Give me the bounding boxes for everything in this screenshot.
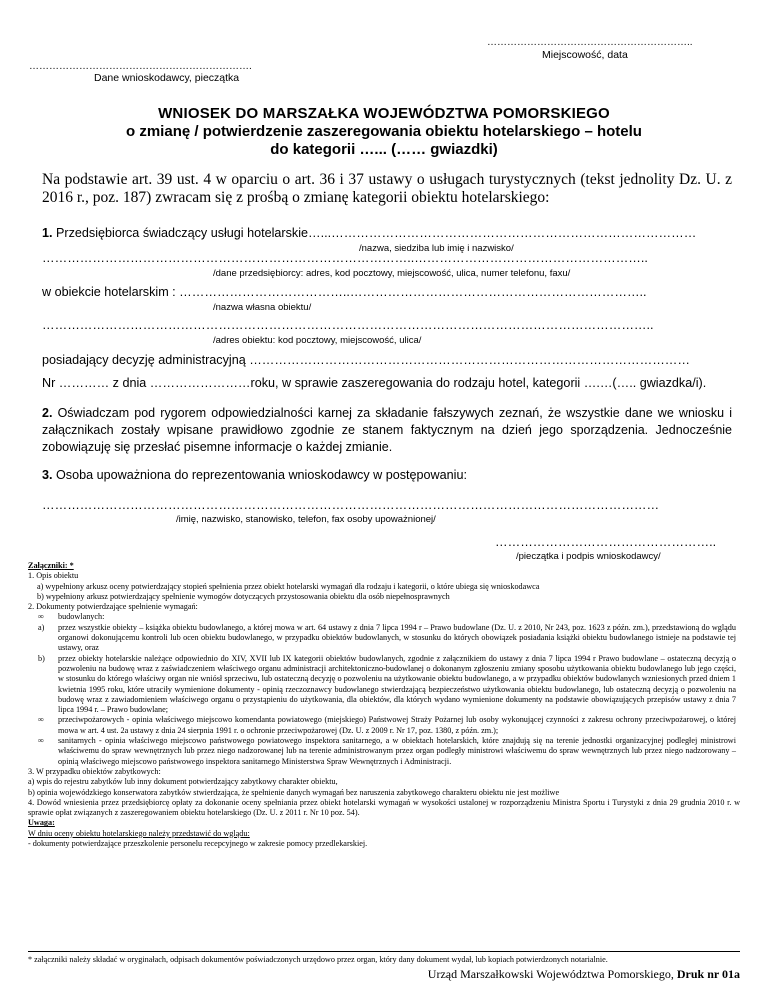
place-date-dots: …………………………………………………….. bbox=[487, 37, 693, 48]
applicant-label: Dane wnioskodawcy, pieczątka bbox=[94, 72, 240, 84]
decision-row: posiadający decyzję administracyjną …………………………………………………………………………………………… bbox=[42, 353, 690, 367]
declaration-paragraph bbox=[42, 405, 732, 456]
signature-label: /pieczątka i podpis wnioskodawcy/ bbox=[516, 551, 661, 562]
requirement-item bbox=[28, 736, 740, 767]
dots-authorized-person: ………………………………………………………………………………………………………………………………… bbox=[42, 498, 660, 512]
attachment-item: 2. Dokumenty potwierdzające spełnienie wymagań: bbox=[28, 602, 198, 612]
requirement-item bbox=[28, 654, 740, 716]
attachment-item: 1. Opis obiektu bbox=[28, 571, 79, 581]
requirement-text: przeciwpożarowych - opinia właściwego miejscowo komendanta powiatowego (miejskiego) Państwowej Straży Pożarnej lub osoby wykonującej czynności z zakresu ochrony przeciwpożarowej, o której mowa w art. 4 ust. 2a ustawy z dnia 24 sierpnia 1991 r. o ochronie przeciwpożarowej (Dz. U. z 2009 r. Nr 17, poz. 1380, z późn. zm.); bbox=[58, 715, 736, 735]
bullet-mark: ∞ bbox=[38, 715, 44, 725]
section-3-number: 3. bbox=[42, 468, 53, 482]
note-heading: Uwaga: bbox=[28, 818, 55, 828]
applicant-dots: …………………………………………………………. bbox=[29, 61, 252, 72]
form-title: WNIOSEK DO MARSZAŁKA WOJEWÓDZTWA POMORSKIEGO bbox=[158, 105, 610, 122]
caption-name: /nazwa, siedziba lub imię i nazwisko/ bbox=[359, 243, 514, 254]
attachment-item: 4. Dowód wniesienia przez przedsiębiorcę opłaty za dokonanie oceny spełniania przez obiekt hotelarski wymagań w wysokości ustalonej w rozporządzeniu Ministra Sportu i Turystyki z dnia 29 grudnia 2010 r. w sprawie opłat związanych z zaszeregowaniem obiektu hotelarskiego (Dz. U. z 2011 r. Nr 10 poz. 54). bbox=[28, 797, 740, 818]
requirement-item bbox=[28, 715, 740, 736]
office-name: Urząd Marszałkowski Województwa Pomorskiego, bbox=[427, 967, 677, 981]
decision-number-row: Nr ………… z dnia ……………………roku, w sprawie zaszeregowania do rodzaju hotel, kategorii ….…(….. gwiazdka/i). bbox=[42, 376, 707, 390]
requirement-item bbox=[28, 612, 740, 622]
attachments-section bbox=[28, 561, 740, 849]
form-subtitle: o zmianę / potwierdzenie zaszeregowania obiektu hotelarskiego – hotelu bbox=[126, 123, 642, 140]
section-1-row bbox=[42, 226, 696, 240]
requirement-text: przez wszystkie obiekty – książka obiektu budowlanego, a której mowa w art. 64 ustawy z dnia 7 lipca 1994 r – Prawo budowlane (Dz. U. z 2010, Nr 243, poz. 1623 z późn. zm.), przedstawioną do wglądu organowi dokonującemu kontroli lub ocen obiektu budowlanego, w przypadku obiektów budowlanych, w stosunku do których obowiązek posiadania książki obiektu budowlanego istnieje na podstawie tej ustawy, oraz bbox=[58, 622, 736, 653]
section-1-number: 1. bbox=[42, 226, 53, 240]
bullet-mark: a) bbox=[38, 622, 45, 632]
note-text: - dokumenty potwierdzające przeszkolenie personelu recepcyjnego w zakresie pomocy przedlekarskiej. bbox=[28, 839, 368, 849]
bullet-mark: ∞ bbox=[38, 612, 44, 622]
attachment-item: a) wpis do rejestru zabytków lub inny dokument potwierdzający zabytkowy charakter obiektu, bbox=[28, 777, 338, 787]
requirement-text: budowlanych: bbox=[58, 612, 105, 622]
attachments-heading: Załączniki: * bbox=[28, 561, 74, 570]
form-number: Druk nr 01a bbox=[676, 967, 740, 981]
signature-dots: …………………………………………….. bbox=[495, 535, 717, 549]
attachment-item: 3. W przypadku obiektów zabytkowych: bbox=[28, 766, 161, 776]
dots-object-address: ……………………………………………………………………………………………………………………………….. bbox=[42, 318, 654, 332]
requirement-text: sanitarnych - opinia właściwego miejscowo państwowego powiatowego inspektora sanitarnego, a w obiektach hotelarskich, które znajdują się na terenie jednostki organizacyjnej podległej ministrowi właściwemu do spraw wewnętrznych lub przez niego nadzorowanej lub na terenie administrowanym przez organ podległy ministrowi właściwemu do spraw wewnętrznych lub przez niego nadzorowany – opinią właściwego miejscowo państwowego inspektora sanitarnego Ministerstwa Spraw Wewnętrznych i Administracji. bbox=[58, 736, 736, 766]
caption-object-name: /nazwa własna obiektu/ bbox=[213, 302, 312, 313]
requirement-item bbox=[28, 623, 740, 654]
section-2-text: Oświadczam pod rygorem odpowiedzialności karnej za składanie fałszywych zeznań, że wszystkie dane we wniosku i załącznikach zostały wpisane prawidłowo zgodnie ze stanem faktycznym na dzień jego sporządzenia. Jednocześnie zobowiązuję się przesłać pisemne informacje o każdej zmianie. bbox=[42, 406, 732, 454]
dots-entrepreneur-data: ……………………………………………………………………………..……………………………………………….. bbox=[42, 251, 648, 265]
footer-divider bbox=[28, 951, 740, 952]
place-date-label: Miejscowość, data bbox=[542, 49, 628, 61]
section-3-row bbox=[42, 468, 467, 482]
form-category-line: do kategorii …... (…… gwiazdki) bbox=[270, 141, 498, 158]
intro-paragraph: Na podstawie art. 39 ust. 4 w oparciu o art. 36 i 37 ustawy o usługach turystycznych (tekst jednolity Dz. U. z 2016 r., poz. 187) zwracam się z prośbą o zmianę kategorii obiektu hotelarskiego: bbox=[42, 171, 732, 206]
note-subheading: W dniu oceny obiektu hotelarskiego należy przedstawić do wglądu: bbox=[28, 828, 250, 838]
caption-object-address: /adres obiektu: kod pocztowy, miejscowość, ulica/ bbox=[213, 335, 422, 346]
attachment-item: a) wypełniony arkusz oceny potwierdzający stopień spełnienia przez obiekt hotelarski wymagań dla rodzaju i kategorii, o które ubiega się wnioskodawca bbox=[37, 581, 540, 591]
attachment-item: b) opinia wojewódzkiego konserwatora zabytków stwierdzająca, że spełnienie danych wymagań bez naruszenia zabytkowego charakteru obiektu nie jest możliwe bbox=[28, 787, 560, 797]
caption-entrepreneur-data: /dane przedsiębiorcy: adres, kod pocztowy, miejscowość, ulica, numer telefonu, faxu/ bbox=[213, 268, 571, 279]
section-2-number: 2. bbox=[42, 406, 53, 420]
bullet-mark: b) bbox=[38, 653, 45, 663]
object-name-row: w obiekcie hotelarskim : …………………………………..…………………………………………………………….. bbox=[42, 285, 647, 299]
footer-office bbox=[428, 967, 740, 982]
footnote: * załączniki należy składać w oryginałach, odpisach dokumentów poświadczonych urzędowo przez organ, który dany dokument wydał, lub kopiach potwierdzonych notarialnie. bbox=[28, 955, 608, 964]
section-1-label: Przedsiębiorca świadczący usługi hotelarskie…...…………………………………………………………………………… bbox=[56, 226, 697, 240]
requirement-text: przez obiekty hotelarskie należące odpowiednio do XIV, XVII lub IX kategorii obiektów budowlanych, zgodnie z załącznikiem do ustawy z dnia 7 lipca 1994 r Prawo budowlane – ostateczną decyzją o pozwoleniu na budowę wraz z zaświadczeniem właściwego organu administracji architektoniczno-budowlanej o dokonanym zgłoszeniu zmiany sposobu użytkowania obiektu budowlanego lub jego części, w stosunku do którego właściwy organ nie wniósł sprzeciwu, lub ostateczną decyzję o pozwoleniu na użytkowanie obiektu budowlanego, a w przypadku obiektów budowlanych wzniesionych przed dniem 1 kwietnia 1995 roku, które utraciły wymienione dokumenty - opinią rzeczoznawcy budowlanego stwierdzającą bezpieczeństwo użytkowania obiektu budowlanego, lub ostateczną decyzją o pozwoleniu na budowę wraz z zawiadomieniem właściwego organu o przystąpieniu do użytkowania, dla obiektów, dla których wydano wymienione dokumenty na podstawie obowiązujących przepisów ustawy z dnia 7 lipca 1994 r. – Prawo budowlane; bbox=[58, 653, 736, 715]
caption-authorized-person: /imię, nazwisko, stanowisko, telefon, fax osoby upoważnionej/ bbox=[176, 514, 436, 525]
bullet-mark: ∞ bbox=[38, 736, 44, 746]
section-3-label: Osoba upoważniona do reprezentowania wnioskodawcy w postępowaniu: bbox=[52, 468, 467, 482]
attachment-item: b) wypełniony arkusz potwierdzający spełnienie wymogów dotyczących przystosowania obiektu dla osób niepełnosprawnych bbox=[37, 591, 450, 601]
